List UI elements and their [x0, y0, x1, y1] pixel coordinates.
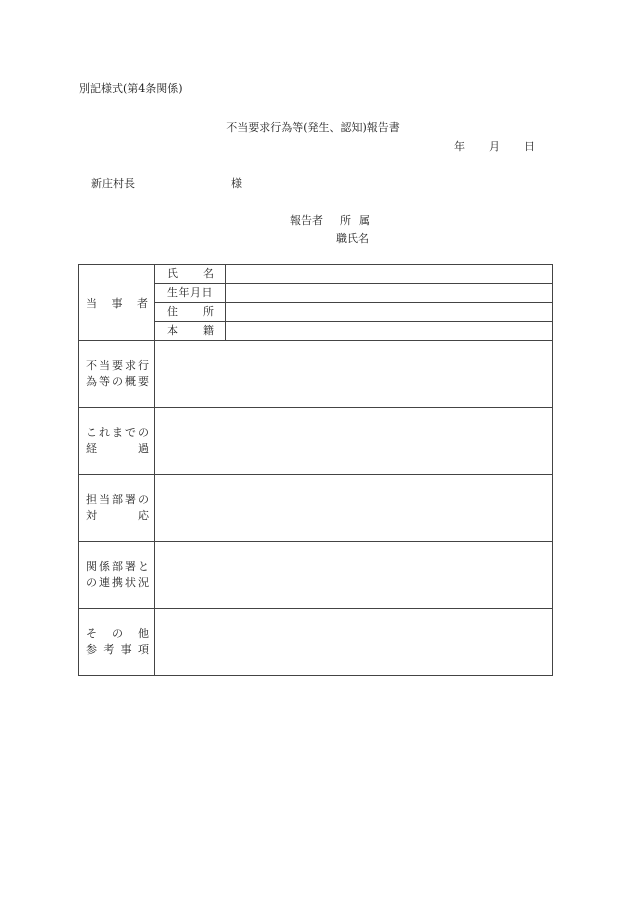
section-label-line	[86, 575, 149, 591]
section-label-line	[86, 492, 149, 508]
party-field-label: 所	[203, 305, 214, 318]
section-label-char: 部	[112, 493, 123, 506]
section-row	[79, 341, 553, 408]
section-label-char: 対	[86, 509, 97, 522]
section-label-char: 応	[138, 509, 149, 522]
document-title-text: 不当要求行為等(発生、認知)報告書	[226, 121, 400, 134]
section-label-char: の	[138, 493, 149, 506]
section-label-char: 携	[112, 576, 123, 589]
section-label-cell	[79, 341, 155, 408]
section-label-char: 係	[99, 560, 110, 573]
section-label-cell	[79, 475, 155, 542]
section-label-char: 考	[103, 643, 115, 656]
party-label-char: 事	[111, 296, 123, 310]
section-label-char: 経	[86, 442, 97, 455]
party-field-label-cell	[155, 322, 226, 341]
section-label-line	[86, 425, 149, 441]
section-label-char: 項	[137, 643, 149, 656]
section-row	[79, 408, 553, 475]
section-label-line	[86, 441, 149, 457]
section-row	[79, 542, 553, 609]
party-field-label: 名	[203, 267, 214, 280]
section-label-char: 担	[86, 493, 97, 506]
section-label-char: の	[112, 627, 123, 640]
section-label-char: 過	[138, 442, 149, 455]
party-field-value[interactable]	[226, 265, 553, 284]
section-value[interactable]	[155, 408, 553, 475]
section-label-line	[86, 559, 149, 575]
date-month-label: 月	[489, 140, 500, 153]
party-field-label-cell	[155, 284, 226, 303]
party-label-char: 者	[137, 296, 148, 310]
section-label-char: 為	[86, 375, 97, 388]
party-field-label: 氏	[167, 267, 178, 280]
section-label-char: れ	[99, 426, 110, 439]
reporter-label: 報告者	[290, 214, 323, 227]
section-label-cell	[79, 542, 155, 609]
section-label-line	[86, 626, 149, 642]
section-label-char: 当	[99, 493, 110, 506]
section-label-char: 部	[112, 560, 123, 573]
section-label-char: 不	[86, 359, 97, 372]
section-label-char: 要	[112, 359, 123, 372]
party-field-label: 住	[167, 305, 178, 318]
section-label-char: そ	[86, 627, 97, 640]
party-field-label: 本	[167, 324, 178, 337]
form-label: 別記様式(第4条関係)	[79, 82, 183, 95]
party-label-char: 当	[86, 296, 97, 310]
section-label-cell	[79, 408, 155, 475]
section-label-char: 状	[125, 576, 136, 589]
addressee: 新庄村長	[91, 177, 135, 190]
party-field-label: 籍	[203, 324, 214, 337]
party-field-label-cell	[155, 265, 226, 284]
section-label-char: 当	[99, 359, 110, 372]
party-field-value[interactable]	[226, 303, 553, 322]
section-label-char: で	[125, 426, 136, 439]
report-table	[78, 264, 553, 676]
date-year-label: 年	[454, 140, 465, 153]
section-label-char: 署	[125, 560, 136, 573]
section-label-char: 等	[99, 375, 110, 388]
party-field-value[interactable]	[226, 322, 553, 341]
section-label-cell	[79, 609, 155, 676]
section-label-line	[86, 358, 149, 374]
section-label-char: の	[86, 576, 97, 589]
section-label-char: の	[112, 375, 123, 388]
section-label-char: 事	[120, 643, 132, 656]
section-value[interactable]	[155, 542, 553, 609]
affiliation-label: 所属	[340, 214, 378, 227]
section-row	[79, 609, 553, 676]
section-value[interactable]	[155, 341, 553, 408]
section-label-char: 求	[125, 359, 136, 372]
honorific: 様	[231, 177, 242, 190]
section-value[interactable]	[155, 475, 553, 542]
section-label-char: 行	[138, 359, 149, 372]
name-title-label: 職氏名	[336, 232, 369, 245]
section-label-line	[86, 508, 149, 524]
section-label-char: 参	[86, 643, 97, 656]
party-label-cell	[79, 265, 155, 341]
party-field-label: 生年月日	[167, 286, 213, 299]
section-label-char: 署	[125, 493, 136, 506]
section-label-char: の	[138, 426, 149, 439]
date-day-label: 日	[524, 140, 535, 153]
section-label-char: 連	[99, 576, 110, 589]
section-label-char: 関	[86, 560, 97, 573]
document-title	[0, 119, 630, 135]
section-label-char: 況	[138, 576, 149, 589]
section-label-char: 概	[125, 375, 136, 388]
section-label-char: と	[138, 560, 149, 573]
section-label-line	[86, 642, 149, 658]
section-label-char: ま	[112, 426, 123, 439]
party-field-value[interactable]	[226, 284, 553, 303]
section-label-line	[86, 374, 149, 390]
party-field-label-cell	[155, 303, 226, 322]
section-label-char: こ	[86, 426, 97, 439]
party-field-row	[79, 265, 553, 284]
section-label-char: 要	[138, 375, 149, 388]
section-label-char: 他	[138, 627, 149, 640]
section-value[interactable]	[155, 609, 553, 676]
section-row	[79, 475, 553, 542]
